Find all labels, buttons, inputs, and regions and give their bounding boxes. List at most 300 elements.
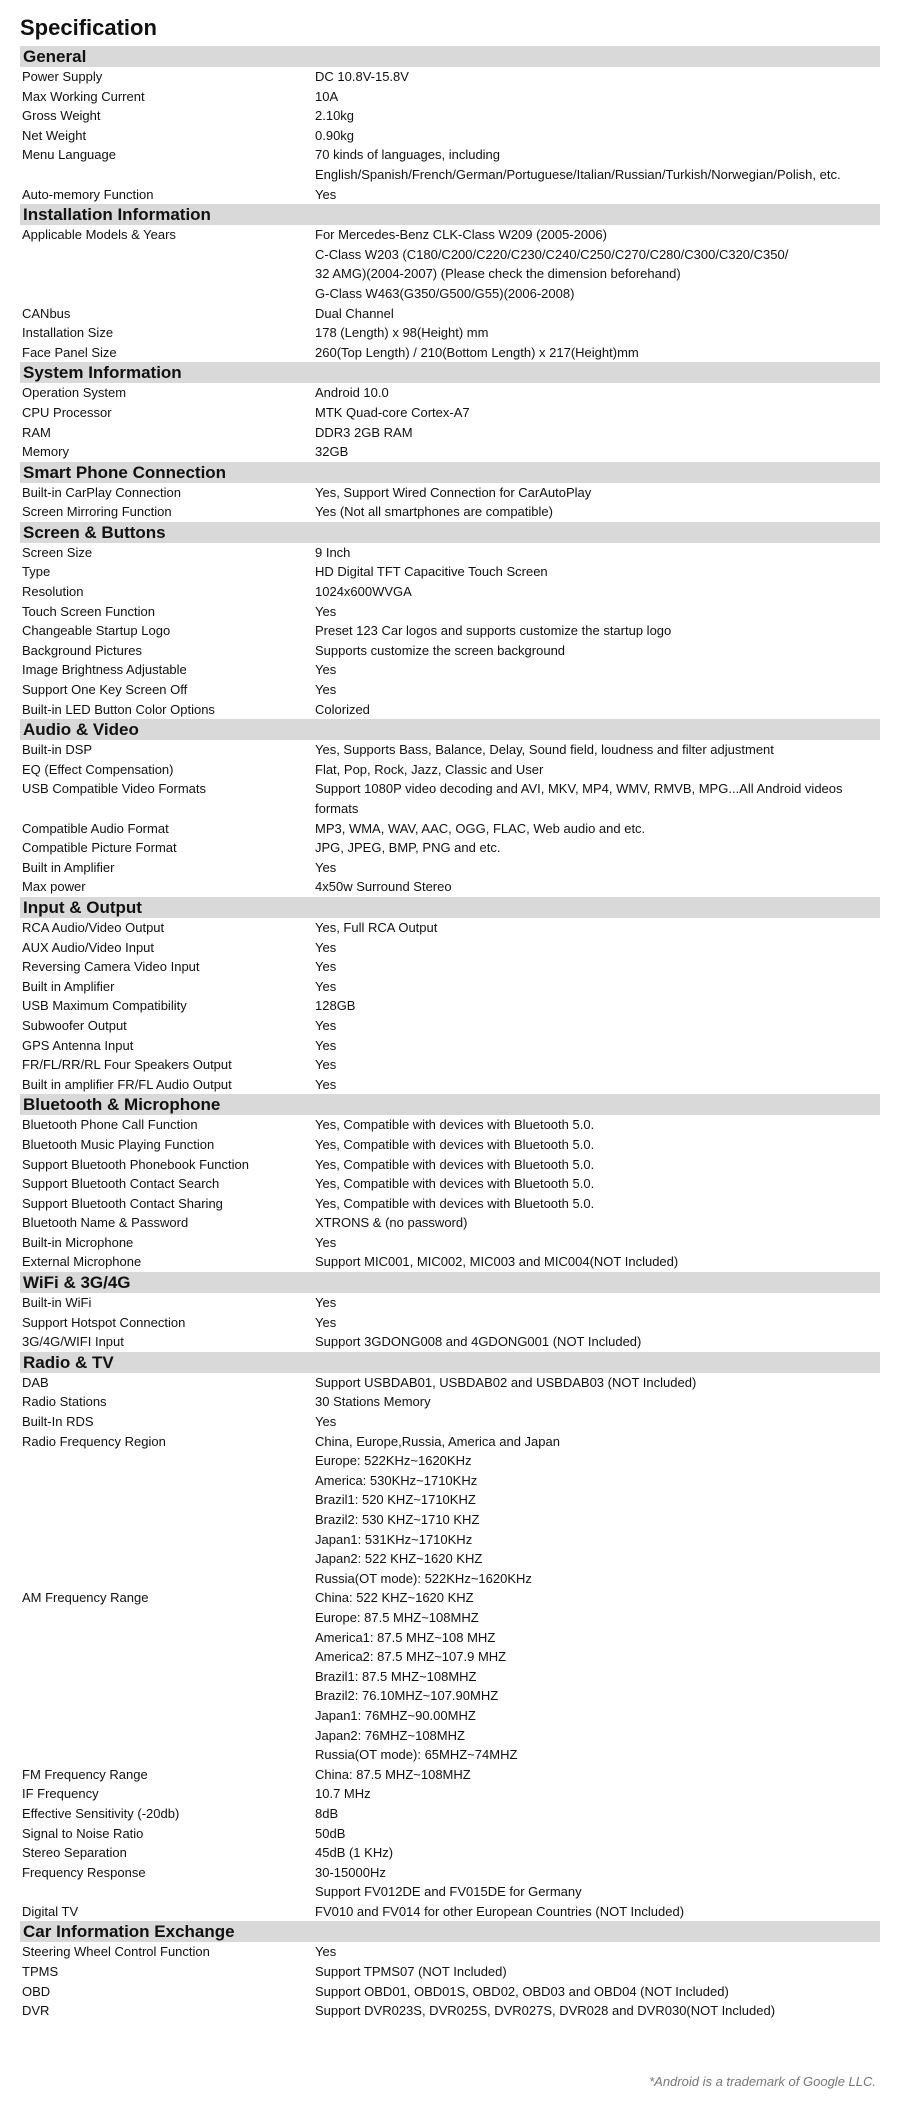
spec-value [315, 1373, 880, 1393]
spec-label: Bluetooth Phone Call Function [22, 1117, 198, 1133]
spec-label: Power Supply [22, 69, 103, 84]
spec-value [315, 442, 880, 462]
spec-row [20, 2001, 880, 2021]
trademark-footnote: *Android is a trademark of Google LLC. [649, 2074, 876, 2089]
spec-label: Built in Amplifier [22, 978, 115, 994]
spec-value [315, 819, 880, 839]
spec-row [20, 977, 880, 997]
spec-value [315, 1332, 880, 1352]
section-heading: System Information [20, 362, 880, 383]
spec-section [20, 719, 880, 897]
spec-row [20, 877, 880, 897]
spec-value [315, 502, 880, 522]
spec-value [315, 562, 880, 582]
spec-value-line: Russia(OT mode): 522KHz~1620KHz [315, 1570, 532, 1586]
spec-value [315, 483, 880, 503]
spec-value-line: 30 Stations Memory [315, 1394, 431, 1410]
spec-label: USB Maximum Compatibility [22, 998, 187, 1014]
spec-value [315, 740, 880, 760]
spec-value-line: Yes [315, 978, 337, 994]
spec-row [20, 323, 880, 343]
spec-value [315, 106, 880, 126]
spec-value-line: 45dB (1 KHz) [315, 1845, 394, 1861]
spec-value [315, 1075, 880, 1095]
spec-value [315, 1804, 880, 1824]
spec-row [20, 343, 880, 363]
spec-value [315, 1824, 880, 1844]
spec-row [20, 185, 880, 205]
page-title: Specification [20, 15, 157, 40]
spec-value-line: 10A [315, 88, 339, 104]
spec-row [20, 383, 880, 403]
spec-row [20, 1174, 880, 1194]
spec-value-line: Support USBDAB01, USBDAB02 and USBDAB03 (NOT Included) [315, 1374, 697, 1390]
spec-label: Support Bluetooth Contact Sharing [22, 1195, 223, 1211]
spec-label: Screen Size [22, 544, 93, 560]
spec-label: External Microphone [22, 1254, 142, 1270]
spec-value [315, 185, 880, 205]
spec-value-line: Yes, Compatible with devices with Bluetooth 5.0. [315, 1195, 595, 1211]
spec-value-line: Dual Channel [315, 305, 394, 321]
spec-value [315, 1135, 880, 1155]
spec-value-line: 2.10kg [315, 108, 355, 124]
spec-value-line: XTRONS & (no password) [315, 1215, 468, 1231]
section-heading: Smart Phone Connection [20, 462, 880, 483]
spec-label: FR/FL/RR/RL Four Speakers Output [22, 1057, 232, 1073]
spec-value [315, 957, 880, 977]
spec-value-line: 32 AMG)(2004-2007) (Please check the dimension beforehand) [315, 266, 681, 282]
spec-row [20, 582, 880, 602]
spec-label: Gross Weight [22, 108, 101, 124]
spec-value [315, 1252, 880, 1272]
spec-row [20, 1824, 880, 1844]
section-heading: Radio & TV [20, 1352, 880, 1373]
spec-row [20, 1843, 880, 1863]
spec-value-line: Yes [315, 1944, 337, 1960]
spec-label: Installation Size [22, 325, 114, 341]
spec-label: Built-in DSP [22, 742, 93, 758]
spec-label: IF Frequency [22, 1786, 99, 1802]
spec-row [20, 87, 880, 107]
spec-row [20, 483, 880, 503]
spec-value [315, 343, 880, 363]
spec-row [20, 1412, 880, 1432]
spec-value-line: HD Digital TFT Capacitive Touch Screen [315, 564, 548, 580]
spec-value [315, 1233, 880, 1253]
spec-label: Changeable Startup Logo [22, 623, 171, 639]
spec-label: DVR [22, 2003, 50, 2019]
spec-label: Built-In RDS [22, 1414, 94, 1430]
spec-label: Support Hotspot Connection [22, 1314, 186, 1330]
spec-value [315, 145, 880, 184]
spec-value [315, 1863, 880, 1902]
spec-label: RCA Audio/Video Output [22, 919, 165, 935]
spec-label: RAM [22, 424, 51, 440]
spec-label: Built-in LED Button Color Options [22, 701, 215, 717]
spec-section [20, 1094, 880, 1272]
section-heading: Input & Output [20, 897, 880, 918]
spec-row [20, 1373, 880, 1393]
spec-row [20, 423, 880, 443]
spec-value-line: Yes [315, 1037, 337, 1053]
spec-value [315, 938, 880, 958]
spec-value-line: Yes [315, 1017, 337, 1033]
spec-value-line: China: 522 KHZ~1620 KHZ [315, 1590, 474, 1606]
spec-value [315, 225, 880, 303]
spec-value-line: C-Class W203 (C180/C200/C220/C230/C240/C250/C270/C280/C300/C320/C350/ [315, 246, 789, 262]
spec-section [20, 362, 880, 461]
spec-value-line: DC 10.8V-15.8V [315, 69, 409, 84]
spec-value-line: English/Spanish/French/German/Portuguese/Italian/Russian/Turkish/Norwegian/Polish, etc. [315, 166, 841, 182]
spec-label: Steering Wheel Control Function [22, 1944, 210, 1960]
spec-row [20, 680, 880, 700]
spec-row [20, 1293, 880, 1313]
spec-value-line: DDR3 2GB RAM [315, 424, 413, 440]
spec-value-line: Japan1: 531KHz~1710KHz [315, 1531, 473, 1547]
spec-value [315, 1313, 880, 1333]
spec-value [315, 304, 880, 324]
spec-label: USB Compatible Video Formats [22, 781, 207, 797]
spec-value [315, 1412, 880, 1432]
spec-label: FM Frequency Range [22, 1766, 148, 1782]
spec-row [20, 779, 880, 818]
spec-value [315, 1843, 880, 1863]
spec-row [20, 1982, 880, 2002]
spec-value-line: Japan1: 76MHZ~90.00MHZ [315, 1707, 476, 1723]
spec-row [20, 562, 880, 582]
spec-value-line: Europe: 87.5 MHZ~108MHZ [315, 1609, 479, 1625]
spec-label: Menu Language [22, 147, 116, 163]
spec-value-line: Yes, Compatible with devices with Bluetooth 5.0. [315, 1117, 595, 1133]
spec-label: Digital TV [22, 1903, 79, 1919]
spec-value-line: Support MIC001, MIC002, MIC003 and MIC004(NOT Included) [315, 1254, 679, 1270]
spec-label: Stereo Separation [22, 1845, 127, 1861]
spec-value-line: Europe: 522KHz~1620KHz [315, 1453, 472, 1469]
section-heading: Car Information Exchange [20, 1921, 880, 1942]
spec-row [20, 1784, 880, 1804]
spec-value [315, 977, 880, 997]
spec-row [20, 858, 880, 878]
spec-value-line: Russia(OT mode): 65MHZ~74MHZ [315, 1747, 518, 1763]
spec-label: Support Bluetooth Phonebook Function [22, 1156, 249, 1172]
spec-value-line: Support FV012DE and FV015DE for Germany [315, 1884, 582, 1900]
spec-value-line: Yes [315, 1057, 337, 1073]
spec-row [20, 126, 880, 146]
spec-value-line: Support TPMS07 (NOT Included) [315, 1964, 507, 1980]
spec-value-line: China, Europe,Russia, America and Japan [315, 1433, 560, 1449]
spec-value-line: 70 kinds of languages, including [315, 147, 501, 163]
spec-value [315, 126, 880, 146]
spec-value [315, 403, 880, 423]
section-heading: Screen & Buttons [20, 522, 880, 543]
spec-value [315, 1784, 880, 1804]
spec-row [20, 1075, 880, 1095]
spec-row [20, 838, 880, 858]
spec-label: Built-in Microphone [22, 1234, 134, 1250]
spec-value-line: Yes, Supports Bass, Balance, Delay, Sound field, loudness and filter adjustment [315, 742, 774, 758]
spec-row [20, 938, 880, 958]
spec-value-line: 32GB [315, 444, 349, 460]
spec-value [315, 1765, 880, 1785]
spec-value-line: Yes [315, 859, 337, 875]
spec-value-line: Android 10.0 [315, 385, 389, 401]
spec-label: Support One Key Screen Off [22, 682, 188, 698]
spec-label: Bluetooth Music Playing Function [22, 1136, 215, 1152]
spec-value [315, 602, 880, 622]
spec-row [20, 1194, 880, 1214]
spec-value-line: Japan2: 76MHZ~108MHZ [315, 1727, 465, 1743]
spec-value-line: Brazil2: 76.10MHZ~107.90MHZ [315, 1688, 499, 1704]
section-heading: Installation Information [20, 204, 880, 225]
spec-label: Resolution [22, 584, 84, 600]
spec-table [20, 46, 880, 2021]
spec-row [20, 1036, 880, 1056]
spec-value-line: Yes [315, 1414, 337, 1430]
spec-row [20, 1135, 880, 1155]
spec-value-line: JPG, JPEG, BMP, PNG and etc. [315, 840, 501, 856]
spec-value-line: Yes (Not all smartphones are compatible) [315, 504, 553, 520]
spec-section [20, 462, 880, 522]
spec-value [315, 423, 880, 443]
section-heading: Audio & Video [20, 719, 880, 740]
section-heading: WiFi & 3G/4G [20, 1272, 880, 1293]
spec-row [20, 740, 880, 760]
spec-value-line: 260(Top Length) / 210(Bottom Length) x 217(Height)mm [315, 344, 639, 360]
spec-value-line: America1: 87.5 MHZ~108 MHZ [315, 1629, 496, 1645]
spec-value [315, 877, 880, 897]
spec-value [315, 1036, 880, 1056]
spec-row [20, 957, 880, 977]
spec-label: Signal to Noise Ratio [22, 1825, 144, 1841]
spec-value-line: 8dB [315, 1805, 339, 1821]
spec-value [315, 838, 880, 858]
spec-row [20, 1115, 880, 1135]
spec-value [315, 1588, 880, 1764]
spec-value-line: Yes [315, 959, 337, 975]
spec-label: Image Brightness Adjustable [22, 662, 187, 678]
spec-row [20, 442, 880, 462]
spec-value-line: FV010 and FV014 for other European Countries (NOT Included) [315, 1903, 685, 1919]
spec-row [20, 1962, 880, 1982]
spec-value [315, 621, 880, 641]
spec-value-line: formats [315, 801, 359, 816]
spec-value [315, 1194, 880, 1214]
spec-label: Auto-memory Function [22, 186, 154, 202]
spec-row [20, 1313, 880, 1333]
spec-row [20, 1332, 880, 1352]
spec-value-line: Yes [315, 603, 337, 619]
spec-value-line: Supports customize the screen background [315, 642, 566, 658]
spec-label: TPMS [22, 1964, 59, 1980]
spec-label: DAB [22, 1374, 49, 1390]
spec-value [315, 1982, 880, 2002]
spec-row [20, 1155, 880, 1175]
spec-value-line: Yes, Support Wired Connection for CarAutoPlay [315, 484, 592, 500]
spec-value [315, 1392, 880, 1412]
spec-section [20, 204, 880, 362]
spec-value [315, 1962, 880, 1982]
spec-value [315, 700, 880, 720]
spec-row [20, 1863, 880, 1902]
spec-value-line: 10.7 MHz [315, 1786, 371, 1802]
spec-value-line: Yes [315, 1314, 337, 1330]
spec-row [20, 403, 880, 423]
spec-label: AM Frequency Range [22, 1590, 149, 1606]
spec-row [20, 145, 880, 184]
spec-row [20, 641, 880, 661]
spec-value [315, 918, 880, 938]
spec-label: Radio Frequency Region [22, 1433, 166, 1449]
spec-row [20, 1902, 880, 1922]
spec-value [315, 641, 880, 661]
spec-label: Built in Amplifier [22, 859, 115, 875]
spec-row [20, 660, 880, 680]
spec-label: Subwoofer Output [22, 1017, 127, 1033]
spec-value [315, 1174, 880, 1194]
spec-value-line: Support 3GDONG008 and 4GDONG001 (NOT Included) [315, 1334, 642, 1350]
spec-label: Bluetooth Name & Password [22, 1215, 189, 1231]
spec-value-line: Brazil1: 520 KHZ~1710KHZ [315, 1492, 476, 1508]
spec-value-line: 4x50w Surround Stereo [315, 879, 452, 895]
spec-value-line: 178 (Length) x 98(Height) mm [315, 325, 489, 341]
spec-value-line: Yes [315, 1295, 337, 1311]
spec-value [315, 323, 880, 343]
spec-value-line: 1024x600WVGA [315, 584, 412, 600]
spec-value [315, 543, 880, 563]
spec-value-line: China: 87.5 MHZ~108MHZ [315, 1766, 471, 1782]
spec-label: 3G/4G/WIFI Input [22, 1334, 124, 1350]
spec-value-line: America: 530KHz~1710KHz [315, 1472, 478, 1488]
spec-value-line: Yes, Compatible with devices with Bluetooth 5.0. [315, 1156, 595, 1172]
spec-value-line: Yes [315, 1234, 337, 1250]
spec-row [20, 543, 880, 563]
spec-row [20, 1432, 880, 1589]
spec-value [315, 680, 880, 700]
spec-row [20, 1588, 880, 1764]
spec-row [20, 304, 880, 324]
spec-label: Net Weight [22, 127, 87, 143]
spec-value-line: Support OBD01, OBD01S, OBD02, OBD03 and OBD04 (NOT Included) [315, 1983, 729, 1999]
spec-label: EQ (Effect Compensation) [22, 761, 174, 777]
spec-row [20, 1252, 880, 1272]
spec-value [315, 760, 880, 780]
spec-row [20, 1233, 880, 1253]
spec-label: Applicable Models & Years [22, 227, 176, 243]
spec-section [20, 1352, 880, 1922]
spec-value [315, 996, 880, 1016]
spec-row [20, 1055, 880, 1075]
spec-value-line: Colorized [315, 701, 370, 717]
spec-value-line: 50dB [315, 1825, 346, 1841]
spec-row [20, 1392, 880, 1412]
spec-label: Max power [22, 879, 86, 895]
spec-value [315, 2001, 880, 2021]
spec-row [20, 1765, 880, 1785]
spec-value-line: Yes [315, 662, 337, 678]
spec-value-line: Yes [315, 186, 337, 202]
spec-value [315, 1155, 880, 1175]
spec-value [315, 1213, 880, 1233]
spec-row [20, 918, 880, 938]
spec-label: Face Panel Size [22, 344, 117, 360]
spec-row [20, 106, 880, 126]
spec-value-line: Support 1080P video decoding and AVI, MKV, MP4, WMV, RMVB, MPG...All Android videos [315, 781, 843, 797]
spec-label: Touch Screen Function [22, 603, 155, 619]
spec-value [315, 1016, 880, 1036]
spec-row [20, 1942, 880, 1962]
spec-value-line: Brazil1: 87.5 MHZ~108MHZ [315, 1668, 477, 1684]
spec-label: Screen Mirroring Function [22, 504, 172, 520]
spec-value-line: Yes, Compatible with devices with Bluetooth 5.0. [315, 1136, 595, 1152]
spec-value [315, 779, 880, 818]
spec-row [20, 819, 880, 839]
spec-row [20, 1016, 880, 1036]
spec-row [20, 700, 880, 720]
spec-label: Compatible Picture Format [22, 840, 177, 856]
spec-label: Memory [22, 444, 69, 460]
spec-value [315, 67, 880, 87]
spec-label: Support Bluetooth Contact Search [22, 1176, 220, 1192]
spec-value [315, 1115, 880, 1135]
spec-label: Frequency Response [22, 1864, 146, 1880]
spec-value [315, 660, 880, 680]
spec-value [315, 1432, 880, 1589]
spec-value-line: Support DVR023S, DVR025S, DVR027S, DVR028 and DVR030(NOT Included) [315, 2003, 776, 2019]
spec-value-line: MTK Quad-core Cortex-A7 [315, 404, 470, 420]
spec-value [315, 1902, 880, 1922]
spec-value-line: For Mercedes-Benz CLK-Class W209 (2005-2006) [315, 227, 607, 243]
spec-value-line: 30-15000Hz [315, 1864, 386, 1880]
spec-label: Operation System [22, 385, 127, 401]
spec-label: Background Pictures [22, 642, 142, 658]
spec-value-line: 128GB [315, 998, 356, 1014]
spec-label: Compatible Audio Format [22, 820, 169, 836]
spec-label: Radio Stations [22, 1394, 107, 1410]
spec-label: Type [22, 564, 51, 580]
section-heading: Bluetooth & Microphone [20, 1094, 880, 1115]
spec-value-line: 0.90kg [315, 127, 355, 143]
spec-value [315, 383, 880, 403]
spec-section [20, 897, 880, 1094]
spec-label: Max Working Current [22, 88, 145, 104]
spec-label: CANbus [22, 305, 71, 321]
spec-value-line: Yes, Compatible with devices with Bluetooth 5.0. [315, 1176, 595, 1192]
spec-value-line: 9 Inch [315, 544, 351, 560]
spec-section [20, 522, 880, 719]
spec-value [315, 582, 880, 602]
spec-row [20, 760, 880, 780]
spec-value [315, 1942, 880, 1962]
spec-label: OBD [22, 1983, 51, 1999]
spec-value [315, 1055, 880, 1075]
spec-label: AUX Audio/Video Input [22, 939, 155, 955]
spec-section [20, 46, 880, 204]
spec-label: Reversing Camera Video Input [22, 959, 200, 975]
spec-value-line: Flat, Pop, Rock, Jazz, Classic and User [315, 761, 544, 777]
spec-label: CPU Processor [22, 404, 112, 420]
spec-row [20, 1804, 880, 1824]
spec-row [20, 621, 880, 641]
spec-row [20, 602, 880, 622]
spec-label: Built in amplifier FR/FL Audio Output [22, 1076, 232, 1092]
section-heading: General [20, 46, 880, 67]
spec-value [315, 858, 880, 878]
spec-value [315, 1293, 880, 1313]
spec-label: Built-in WiFi [22, 1295, 92, 1311]
spec-value-line: Brazil2: 530 KHZ~1710 KHZ [315, 1512, 480, 1527]
spec-value [315, 87, 880, 107]
spec-label: GPS Antenna Input [22, 1037, 134, 1053]
